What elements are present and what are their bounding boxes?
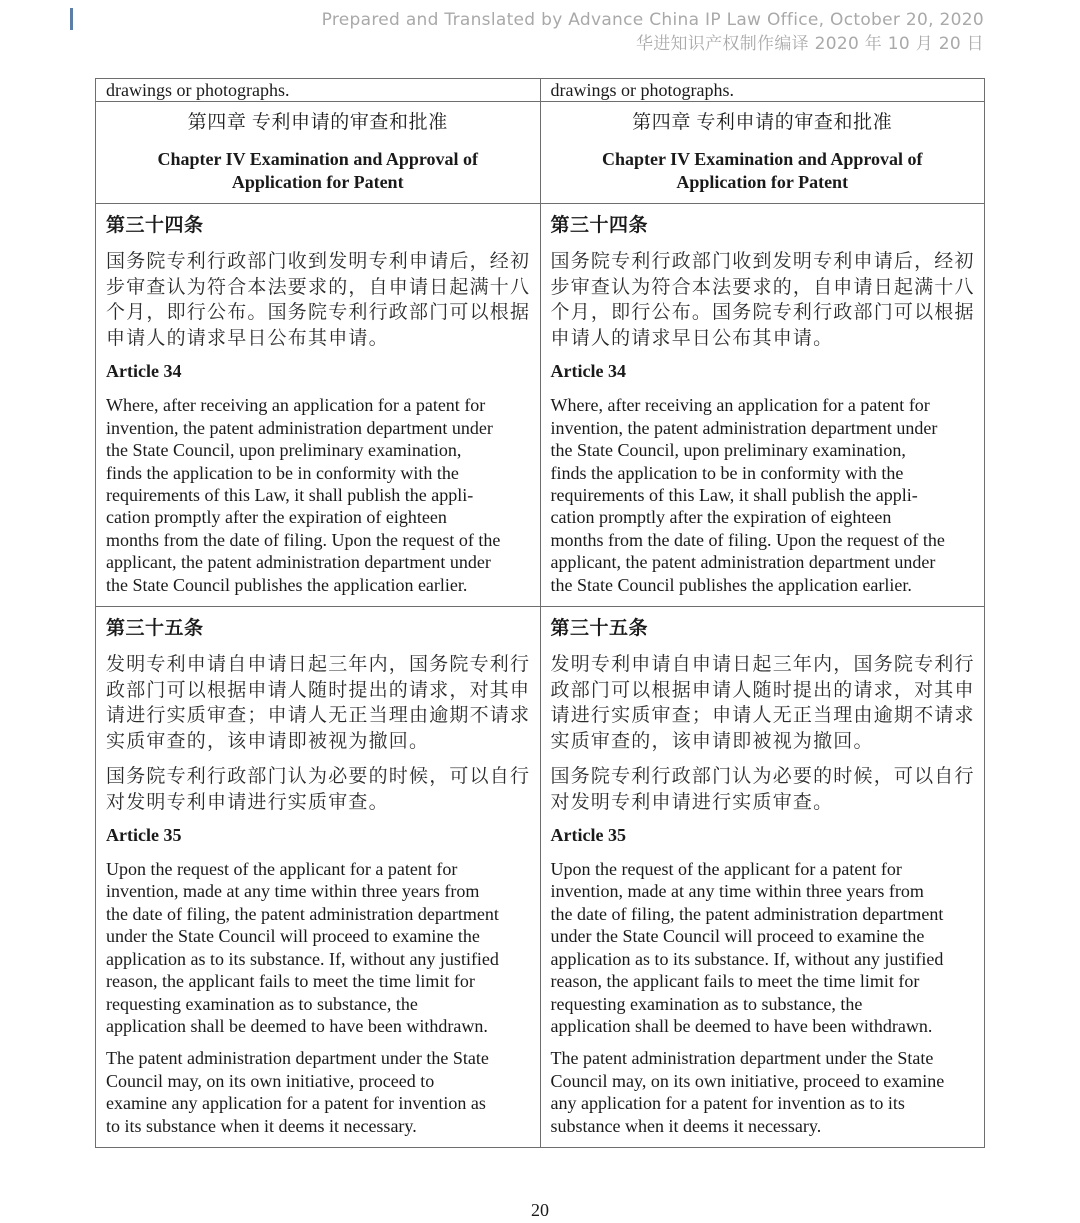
cell-right: [540, 607, 985, 1148]
table-row-article-35: [96, 607, 985, 1148]
text-line: reason, the applicant fails to meet the time limit for: [550, 971, 920, 992]
text-line: application as to its substance. If, without any justified: [106, 948, 499, 969]
text-line: Upon the request of the applicant for a patent for: [106, 859, 458, 880]
cell-right: [540, 102, 985, 204]
text-line: the date of filing, the patent administration department: [106, 903, 499, 924]
article-title-zh: 第三十五条: [106, 618, 204, 640]
article-title-en: Article 35: [106, 825, 182, 846]
text-line: Where, after receiving an application for a patent for: [106, 395, 486, 416]
cell-left: [96, 79, 541, 102]
text-line: 实质审查的，该申请即被视为撤回。: [550, 730, 874, 752]
text-line: under the State Council will proceed to examine the: [106, 926, 480, 947]
article-title-en: Article 34: [550, 361, 626, 382]
article-text-en: [106, 394, 530, 596]
text-line: applicant, the patent administration department under: [550, 552, 936, 573]
text-line: invention, made at any time within three years from: [550, 881, 924, 902]
text-line: requirements of this Law, it shall publish the appli-: [106, 485, 474, 506]
text-line: 发明专利申请自申请日起三年内，国务院专利行: [106, 654, 531, 676]
article-text-en: [551, 1047, 975, 1137]
text-line: 国务院专利行政部门收到发明专利申请后，经初: [550, 251, 975, 273]
continuation-text: drawings or photographs.: [106, 80, 290, 100]
text-line: application as to its substance. If, without any justified: [550, 948, 944, 969]
page-number: 20: [531, 1200, 549, 1220]
article-title-zh: 第三十四条: [550, 215, 649, 237]
table-row-chapter: [96, 102, 985, 204]
article-title-en: Article 35: [550, 825, 626, 846]
page-header: [322, 8, 984, 56]
text-line: application shall be deemed to have been withdrawn.: [106, 1015, 488, 1036]
text-line: 政部门可以根据申请人随时提出的请求，对其申: [106, 679, 531, 701]
text-line: 步审查认为符合本法要求的，自申请日起满十八: [550, 276, 975, 298]
text-line: months from the date of filing. Upon the request of the: [106, 529, 501, 550]
article-text-en: [106, 1047, 530, 1137]
text-line: substance when it deems it necessary.: [550, 1115, 822, 1136]
article-text-zh: [551, 764, 975, 815]
chapter-title-en-line: Chapter IV Examination and Approval of: [601, 149, 923, 170]
text-line: 请进行实质审查；申请人无正当理由逾期不请求: [106, 705, 531, 727]
article-text-en: [551, 394, 975, 596]
text-line: applicant, the patent administration department under: [106, 552, 491, 573]
article-text-zh: [551, 249, 975, 351]
text-line: reason, the applicant fails to meet the time limit for: [106, 971, 475, 992]
article-text-zh: [106, 249, 530, 351]
text-line: Council may, on its own initiative, proceed to: [106, 1070, 435, 1091]
text-line: 国务院专利行政部门认为必要的时候，可以自行: [106, 766, 531, 788]
text-line: cation promptly after the expiration of eighteen: [106, 507, 447, 528]
bilingual-law-table: [95, 78, 985, 1148]
table-row-continuation: [96, 79, 985, 102]
text-line: the State Council, upon preliminary examination,: [106, 440, 462, 461]
table-row-article-34: [96, 204, 985, 607]
text-line: 发明专利申请自申请日起三年内，国务院专利行: [550, 654, 975, 676]
text-line: 申请人的请求早日公布其申请。: [550, 327, 834, 349]
cell-right: [540, 79, 985, 102]
text-line: The patent administration department under the State: [550, 1048, 934, 1069]
text-line: requesting examination as to substance, the: [550, 993, 863, 1014]
header-line-en: Prepared and Translated by Advance China IP Law Office, October 20, 2020: [321, 10, 984, 30]
text-line: invention, the patent administration department under: [106, 417, 493, 438]
text-line: Where, after receiving an application for a patent for: [550, 395, 930, 416]
text-line: 国务院专利行政部门认为必要的时候，可以自行: [550, 766, 975, 788]
text-line: 实质审查的，该申请即被视为撤回。: [106, 730, 430, 752]
article-text-zh: [106, 652, 530, 754]
text-line: the State Council, upon preliminary examination,: [550, 440, 906, 461]
text-line: the State Council publishes the application earlier.: [106, 574, 468, 595]
header-line-zh: 华进知识产权制作编译 2020 年 10 月 20 日: [635, 34, 984, 54]
text-line: under the State Council will proceed to examine the: [550, 926, 925, 947]
text-line: 请进行实质审查；申请人无正当理由逾期不请求: [550, 705, 975, 727]
text-line: requirements of this Law, it shall publish the appli-: [550, 485, 918, 506]
text-line: application shall be deemed to have been withdrawn.: [550, 1015, 933, 1036]
article-text-zh: [106, 764, 530, 815]
chapter-title-zh: 第四章 专利申请的审查和批准: [187, 112, 448, 134]
text-line: any application for a patent for invention as to its: [550, 1093, 905, 1114]
text-line: 申请人的请求早日公布其申请。: [106, 327, 389, 349]
text-line: The patent administration department under the State: [106, 1048, 489, 1069]
text-line: the date of filing, the patent administration department: [550, 903, 944, 924]
cell-left: [96, 102, 541, 204]
article-text-en: [551, 858, 975, 1037]
text-line: 步审查认为符合本法要求的，自申请日起满十八: [106, 276, 531, 298]
text-line: to its substance when it deems it necessary.: [106, 1115, 417, 1136]
text-line: examine any application for a patent for invention as: [106, 1093, 486, 1114]
text-line: finds the application to be in conformity with the: [550, 462, 904, 483]
text-line: finds the application to be in conformity with the: [106, 462, 459, 483]
text-line: Council may, on its own initiative, proceed to examine: [550, 1070, 945, 1091]
header-accent-bar: [70, 8, 73, 30]
text-line: 个月，即行公布。国务院专利行政部门可以根据: [106, 302, 531, 324]
article-title-zh: 第三十五条: [550, 618, 649, 640]
cell-left: [96, 204, 541, 607]
text-line: 对发明专利申请进行实质审查。: [106, 791, 389, 813]
article-title-en: Article 34: [106, 361, 182, 382]
chapter-title-en-line: Application for Patent: [231, 171, 404, 192]
text-line: cation promptly after the expiration of eighteen: [550, 507, 892, 528]
chapter-title-en: [551, 148, 975, 193]
text-line: 政部门可以根据申请人随时提出的请求，对其申: [550, 679, 975, 701]
text-line: months from the date of filing. Upon the request of the: [550, 529, 945, 550]
chapter-title-en-line: Chapter IV Examination and Approval of: [157, 149, 479, 170]
text-line: 个月，即行公布。国务院专利行政部门可以根据: [550, 302, 975, 324]
text-line: the State Council publishes the application earlier.: [550, 574, 912, 595]
chapter-title-en-line: Application for Patent: [676, 171, 849, 192]
continuation-text: drawings or photographs.: [550, 80, 734, 100]
text-line: Upon the request of the applicant for a patent for: [550, 859, 902, 880]
cell-right: [540, 204, 985, 607]
text-line: 对发明专利申请进行实质审查。: [550, 791, 834, 813]
chapter-title-zh: 第四章 专利申请的审查和批准: [632, 112, 893, 134]
chapter-title-en: [106, 148, 530, 193]
text-line: invention, the patent administration department under: [550, 417, 938, 438]
text-line: requesting examination as to substance, the: [106, 993, 418, 1014]
article-text-zh: [551, 652, 975, 754]
cell-left: [96, 607, 541, 1148]
article-title-zh: 第三十四条: [106, 215, 204, 237]
text-line: invention, made at any time within three years from: [106, 881, 480, 902]
article-text-en: [106, 858, 530, 1037]
text-line: 国务院专利行政部门收到发明专利申请后，经初: [106, 251, 531, 273]
